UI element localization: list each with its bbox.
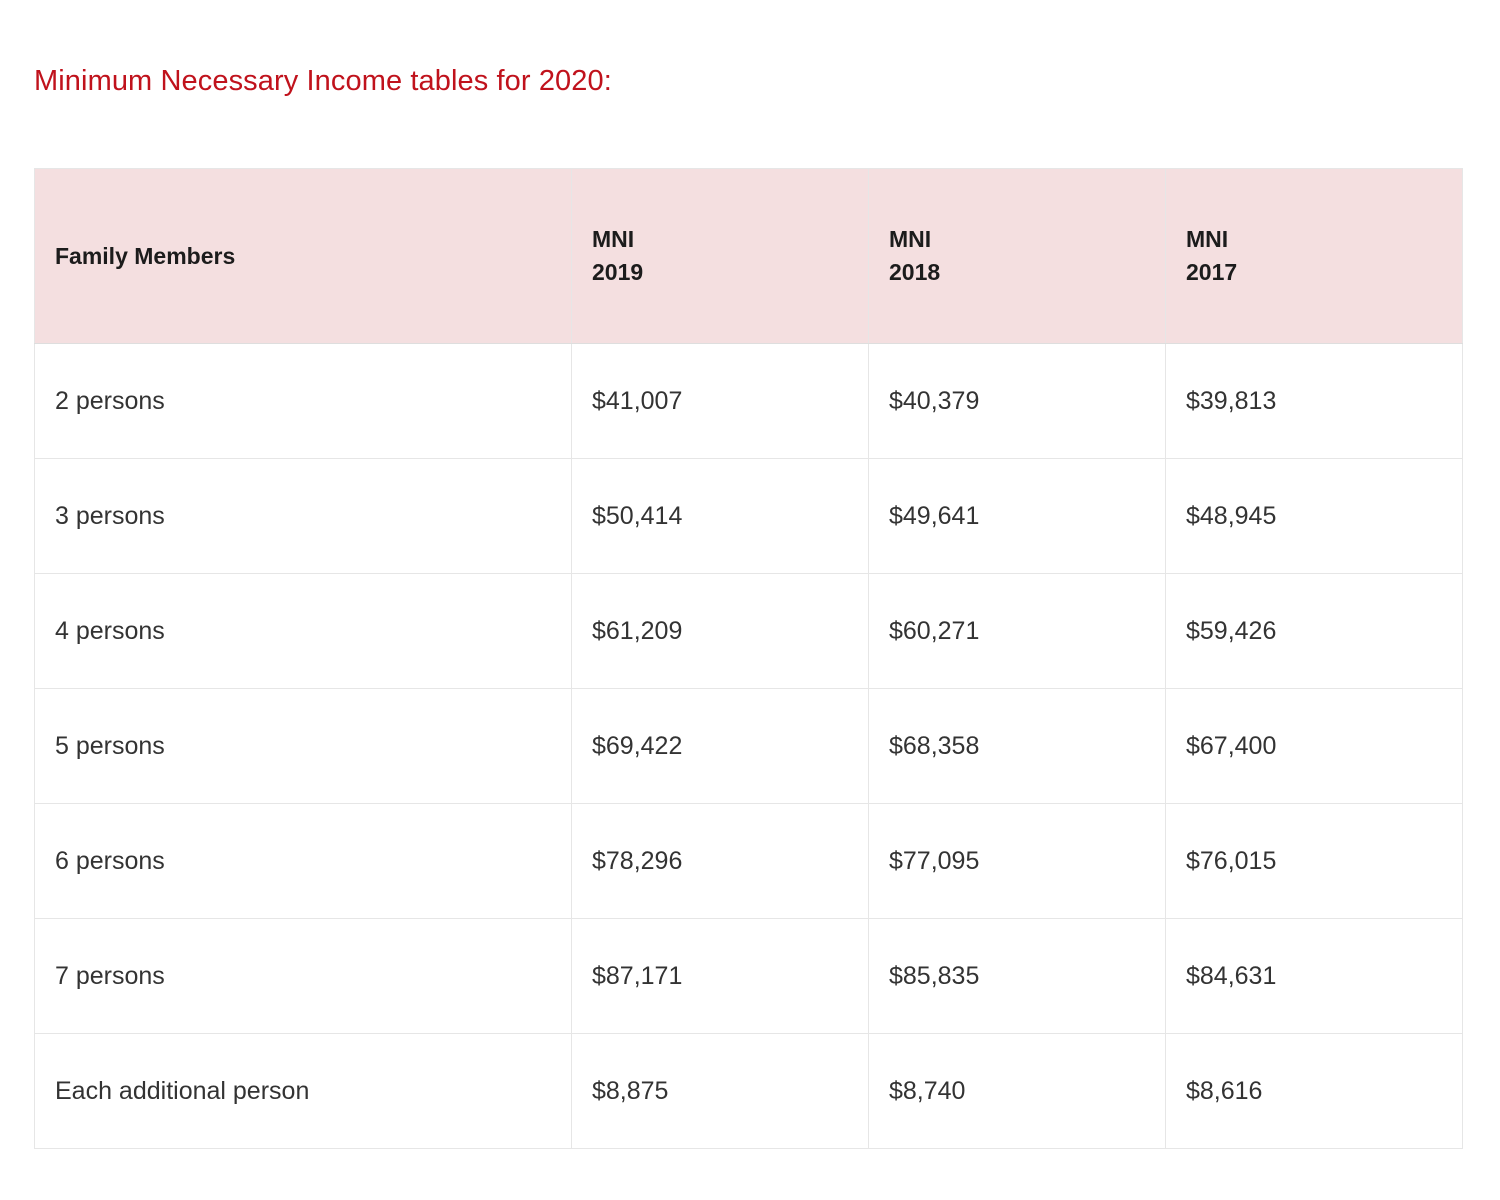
table-body [35, 344, 1463, 1149]
row-label: 2 persons [35, 344, 572, 459]
row-label: 5 persons [35, 689, 572, 804]
cell-mni-2019: $50,414 [572, 459, 869, 574]
column-header-mni-2018-line2: 2018 [889, 259, 941, 285]
cell-mni-2018: $85,835 [869, 919, 1166, 1034]
cell-mni-2019: $61,209 [572, 574, 869, 689]
table-row [35, 804, 1463, 919]
column-header-mni-2017-line1: MNI [1186, 226, 1229, 253]
column-header-mni-2018 [869, 169, 1166, 344]
table-header-row [35, 169, 1463, 344]
cell-mni-2018: $8,740 [869, 1034, 1166, 1149]
cell-mni-2019: $78,296 [572, 804, 869, 919]
column-header-mni-2019 [572, 169, 869, 344]
column-header-mni-2018-line1: MNI [889, 226, 932, 253]
cell-mni-2017: $8,616 [1166, 1034, 1463, 1149]
row-label: 4 persons [35, 574, 572, 689]
table-row [35, 574, 1463, 689]
cell-mni-2019: $69,422 [572, 689, 869, 804]
page-title: Minimum Necessary Income tables for 2020: [34, 65, 612, 98]
cell-mni-2017: $39,813 [1166, 344, 1463, 459]
cell-mni-2017: $48,945 [1166, 459, 1463, 574]
table-header [35, 169, 1463, 344]
column-header-mni-2017-line2: 2017 [1186, 259, 1238, 285]
cell-mni-2018: $49,641 [869, 459, 1166, 574]
minimum-necessary-income-table [34, 168, 1463, 1149]
cell-mni-2018: $68,358 [869, 689, 1166, 804]
column-header-mni-2017 [1166, 169, 1463, 344]
column-header-family-members-line1: Family Members [55, 242, 236, 269]
table-row [35, 919, 1463, 1034]
cell-mni-2018: $60,271 [869, 574, 1166, 689]
cell-mni-2017: $67,400 [1166, 689, 1463, 804]
cell-mni-2018: $40,379 [869, 344, 1166, 459]
cell-mni-2017: $76,015 [1166, 804, 1463, 919]
table-row [35, 459, 1463, 574]
cell-mni-2017: $84,631 [1166, 919, 1463, 1034]
row-label: 7 persons [35, 919, 572, 1034]
mni-table-container [34, 168, 1462, 1149]
cell-mni-2018: $77,095 [869, 804, 1166, 919]
table-row [35, 344, 1463, 459]
column-header-mni-2019-line1: MNI [592, 226, 635, 253]
column-header-mni-2019-line2: 2019 [592, 259, 644, 285]
row-label: 6 persons [35, 804, 572, 919]
cell-mni-2019: $41,007 [572, 344, 869, 459]
row-label: Each additional person [35, 1034, 572, 1149]
row-label: 3 persons [35, 459, 572, 574]
cell-mni-2019: $87,171 [572, 919, 869, 1034]
table-row [35, 1034, 1463, 1149]
cell-mni-2019: $8,875 [572, 1034, 869, 1149]
cell-mni-2017: $59,426 [1166, 574, 1463, 689]
column-header-family-members [35, 169, 572, 344]
table-row [35, 689, 1463, 804]
